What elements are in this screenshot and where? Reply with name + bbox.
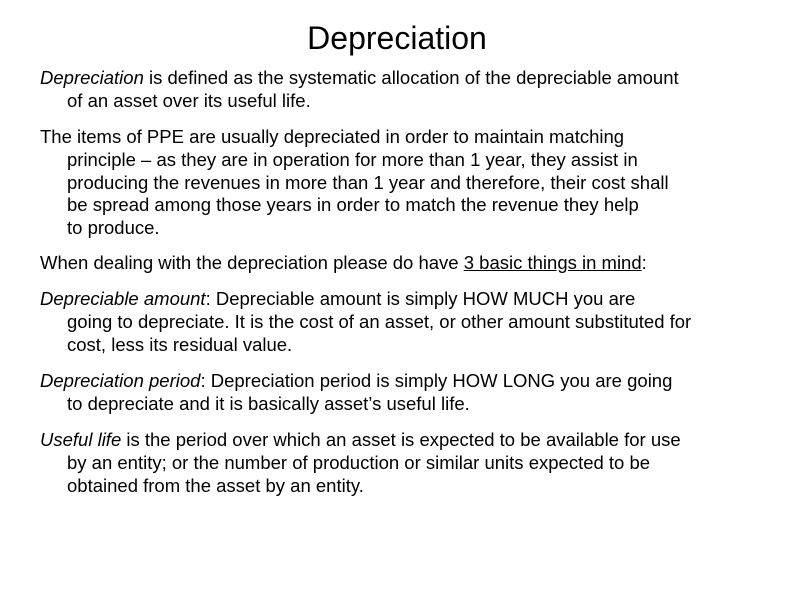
useful-life-paragraph bbox=[40, 429, 760, 497]
definition-line-2: of an asset over its useful life. bbox=[67, 89, 311, 111]
useful-life-line-2: by an entity; or the number of production or similar units expected to be bbox=[67, 451, 651, 473]
depreciation-period-line-1 bbox=[40, 370, 760, 393]
intro-underlined-text: 3 basic things in mind bbox=[463, 252, 642, 273]
useful-life-text-1: is the period over which an asset is expected to be available for use bbox=[121, 429, 681, 450]
matching-line-3: producing the revenues in more than 1 year and therefore, their cost shall bbox=[67, 171, 669, 193]
definition-line-1 bbox=[40, 67, 760, 90]
intro-paragraph bbox=[40, 252, 760, 275]
depreciable-amount-paragraph bbox=[40, 288, 760, 356]
matching-line-5: to produce. bbox=[67, 217, 160, 239]
matching-line-1: The items of PPE are usually depreciated in order to maintain matching bbox=[40, 126, 625, 147]
depreciation-period-line-2: to depreciate and it is basically asset’s useful life. bbox=[67, 392, 470, 414]
depreciable-amount-text-1: : Depreciable amount is simply HOW MUCH you are bbox=[205, 288, 636, 309]
depreciation-period-text-1: : Depreciation period is simply HOW LONG you are going bbox=[200, 370, 673, 391]
definition-text-1: is defined as the systematic allocation of the depreciable amount bbox=[143, 67, 679, 88]
matching-line-4: be spread among those years in order to match the revenue they help bbox=[67, 194, 639, 216]
depreciation-period-paragraph bbox=[40, 370, 760, 416]
depreciable-amount-line-3: cost, less its residual value. bbox=[67, 333, 293, 355]
definition-paragraph bbox=[40, 67, 760, 113]
depreciable-amount-line-2: going to depreciate. It is the cost of an asset, or other amount substituted for bbox=[67, 310, 692, 332]
depreciable-amount-term: Depreciable amount bbox=[40, 288, 206, 309]
depreciable-amount-line-1 bbox=[40, 288, 760, 311]
page-title: Depreciation bbox=[307, 20, 487, 56]
intro-text: When dealing with the depreciation please do have bbox=[40, 252, 464, 273]
useful-life-line-3: obtained from the asset by an entity. bbox=[67, 474, 364, 496]
matching-paragraph bbox=[40, 126, 760, 240]
intro-line bbox=[40, 252, 760, 275]
useful-life-line-1 bbox=[40, 429, 760, 452]
useful-life-term: Useful life bbox=[40, 429, 122, 450]
intro-colon: : bbox=[641, 252, 647, 273]
definition-term: Depreciation bbox=[40, 67, 144, 88]
matching-line-2: principle – as they are in operation for more than 1 year, they assist in bbox=[67, 148, 638, 170]
depreciation-period-term: Depreciation period bbox=[40, 370, 201, 391]
